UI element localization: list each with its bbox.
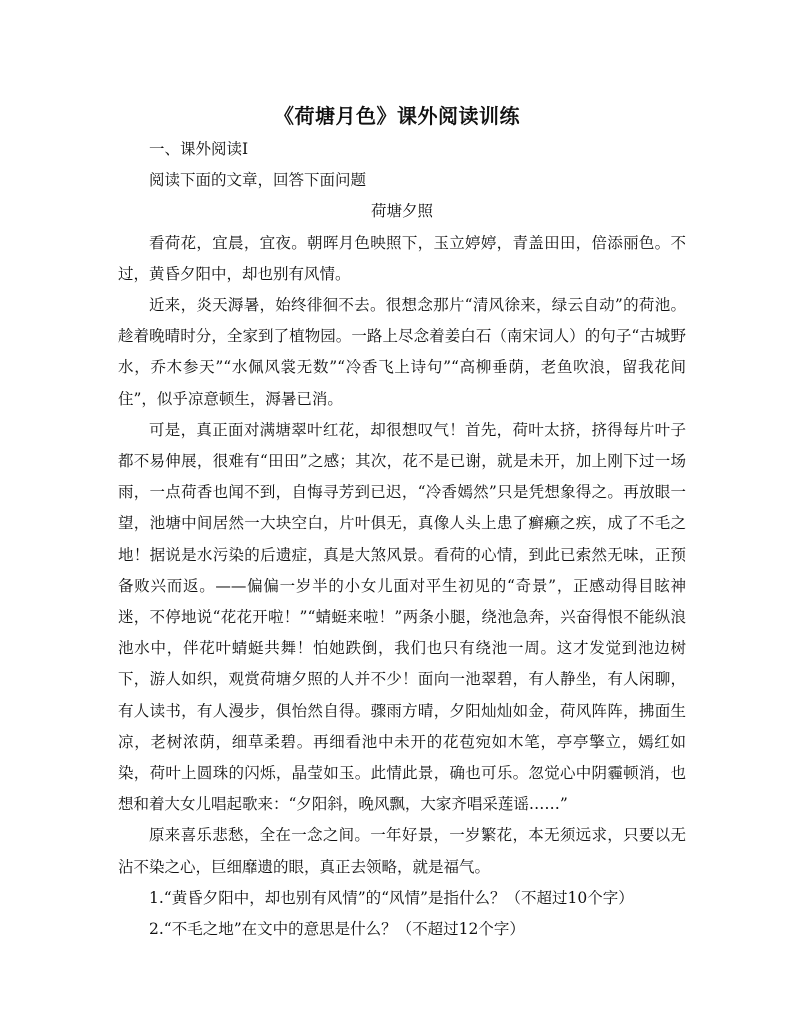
reading-instruction: 阅读下面的文章，回答下面问题 xyxy=(149,171,367,190)
article-paragraph-4: 原来喜乐悲愁，全在一念之间。一年好景，一岁繁花，本无须远求，只要以无沾不染之心，巨细靡遗的眼，真正去领略，就是福气。 xyxy=(118,826,686,876)
article-title: 荷塘夕照 xyxy=(370,202,433,221)
article-paragraph-2: 近来，炎天溽暑，始终徘徊不去。很想念那片“清风徐来，绿云自动”的荷池。趁着晚晴时分，全家到了植物园。一路上尽念着姜白石（南宋词人）的句子“古城野水，乔木参天”“水佩风裳无数”“冷香飞上诗句”“高柳垂荫，老鱼吹浪，留我花间住”，似乎凉意顿生，溽暑已消。 xyxy=(118,296,686,408)
question-2: 2.“不毛之地”在文中的意思是什么？（不超过12个字） xyxy=(149,920,525,939)
question-1: 1.“黄昏夕阳中，却也别有风情”的“风情”是指什么？（不超过10个字） xyxy=(149,888,634,907)
document-body xyxy=(118,134,686,945)
section-heading: 一、课外阅读Ⅰ xyxy=(149,140,249,158)
document-title: 《荷塘月色》课外阅读训练 xyxy=(274,104,520,128)
article-paragraph-3: 可是，真正面对满塘翠叶红花，却很想叹气！首先，荷叶太挤，挤得每片叶子都不易伸展，很难有“田田”之感；其次，花不是已谢，就是未开，加上刚下过一场雨，一点荷香也闻不到，自悔寻芳到已迟，“冷香嫣然”只是凭想象得之。再放眼一望，池塘中间居然一大块空白，片叶俱无，真像人头上患了癣癞之疾，成了不毛之地！据说是水污染的后遗症，真是大煞风景。看荷的心情，到此已索然无味，正预备败兴而返。——偏偏一岁半的小女儿面对平生初见的“奇景”，正感动得目眩神迷，不停地说“花花开啦！”“蜻蜓来啦！”两条小腿，绕池急奔，兴奋得恨不能纵浪池水中，伴花叶蜻蜓共舞！怕她跌倒，我们也只有绕池一周。这才发觉到池边树下，游人如织，观赏荷塘夕照的人并不少！面向一池翠碧，有人静坐，有人闲聊，有人读书，有人漫步，俱怡然自得。骤雨方晴，夕阳灿灿如金，荷风阵阵，拂面生凉，老树浓荫，细草柔碧。再细看池中未开的花苞宛如木笔，亭亭擎立，嫣红如染，荷叶上圆珠的闪烁，晶莹如玉。此情此景，确也可乐。忽觉心中阴霾顿消，也想和着大女儿唱起歌来：“夕阳斜，晚风飘，大家齐唱采莲谣……” xyxy=(118,420,686,814)
article-paragraph-1: 看荷花，宜晨，宜夜。朝晖月色映照下，玉立婷婷，青盖田田，倍添丽色。不过，黄昏夕阳中，却也别有风情。 xyxy=(118,233,686,283)
